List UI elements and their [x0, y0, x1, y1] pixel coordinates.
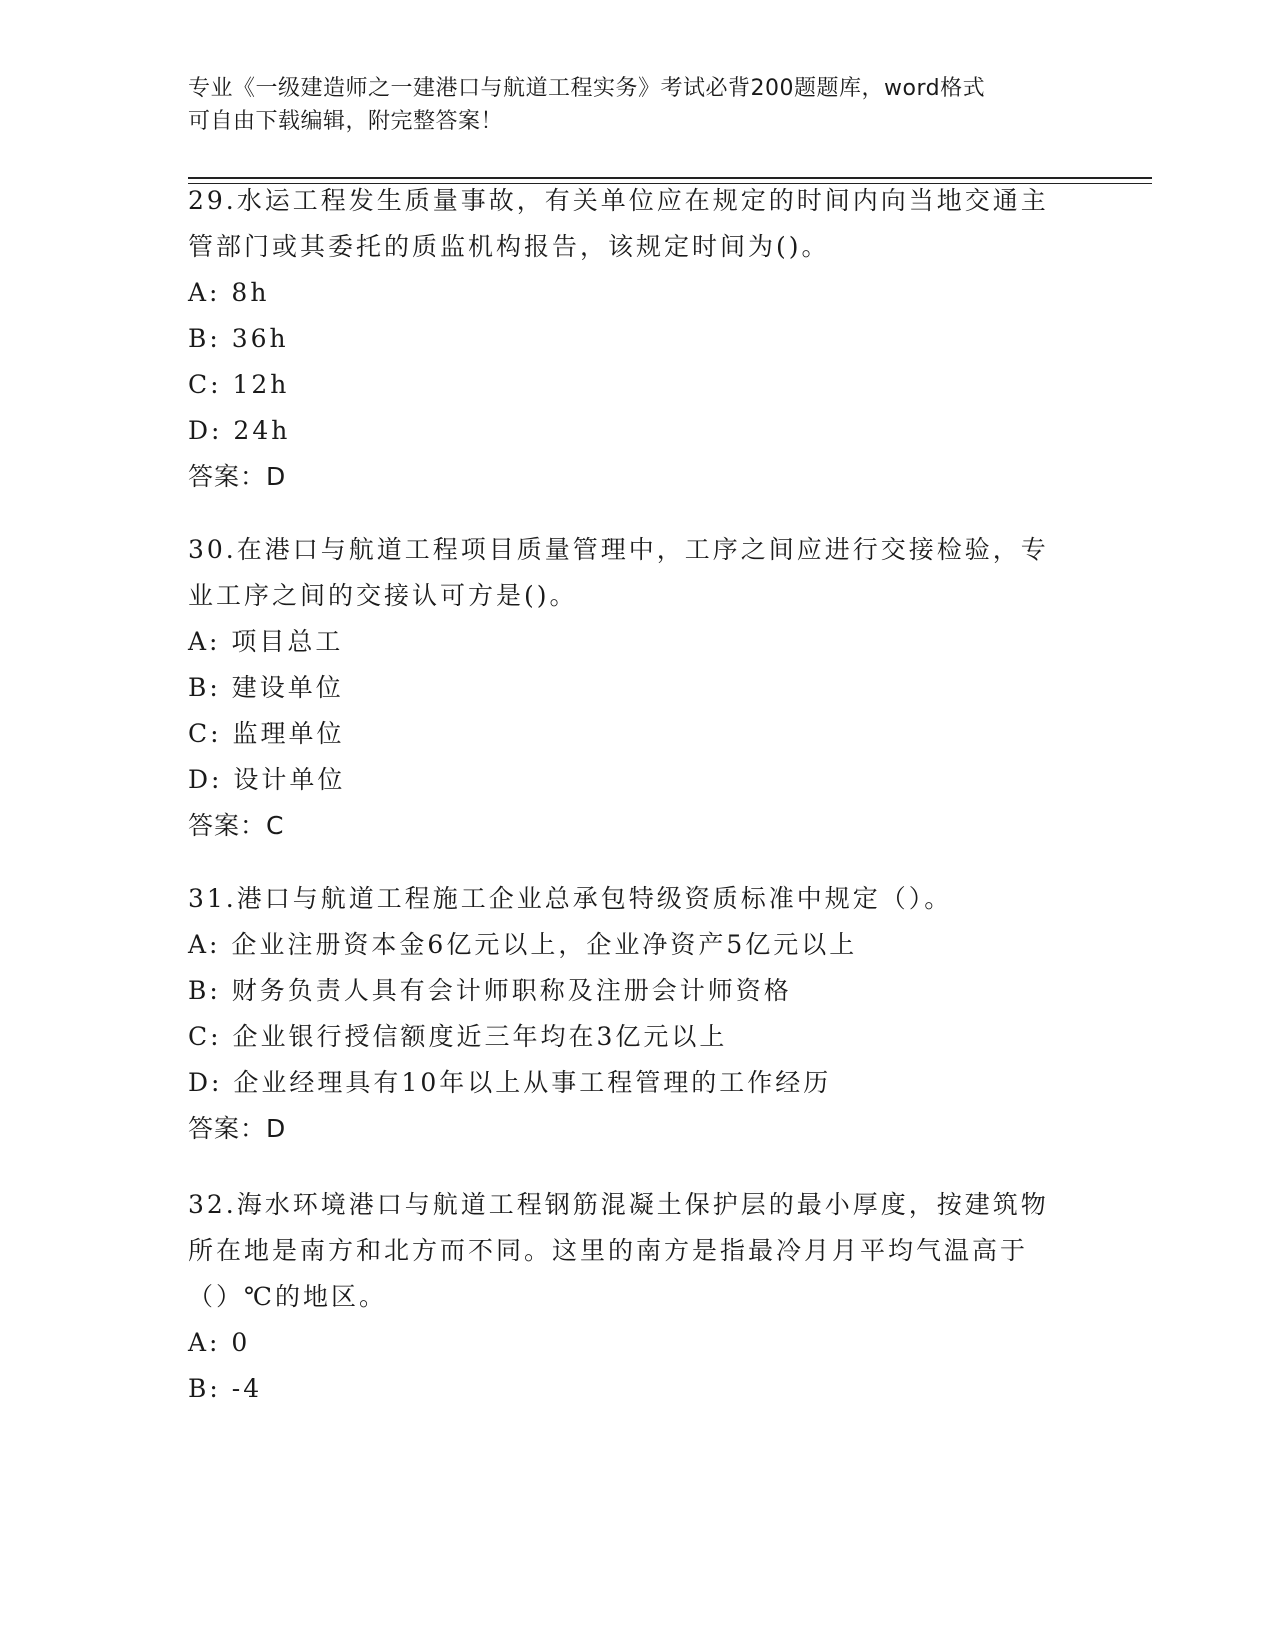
option-a: A: 0 — [188, 1328, 251, 1357]
question-stem — [188, 178, 1088, 270]
question-stem — [188, 876, 1088, 922]
question-32 — [188, 1182, 1088, 1412]
option-c: C: 监理单位 — [188, 719, 345, 748]
option-b: B: -4 — [188, 1374, 263, 1403]
answer: 答案：C — [188, 811, 285, 840]
stem-line: 32.海水环境港口与航道工程钢筋混凝土保护层的最小厚度，按建筑物 — [188, 1190, 1049, 1219]
option-d: D: 企业经理具有10年以上从事工程管理的工作经历 — [188, 1068, 832, 1097]
stem-line: 31.港口与航道工程施工企业总承包特级资质标准中规定（）。 — [188, 884, 953, 913]
question-stem — [188, 1182, 1088, 1320]
option-a: A: 项目总工 — [188, 627, 344, 656]
answer: 答案：D — [188, 462, 287, 491]
option-b: B: 36h — [188, 324, 289, 353]
question-31 — [188, 876, 1088, 1152]
question-stem — [188, 527, 1088, 619]
option-a: A: 企业注册资本金6亿元以上，企业净资产5亿元以上 — [188, 930, 858, 959]
option-b: B: 财务负责人具有会计师职称及注册会计师资格 — [188, 976, 792, 1005]
option-d: D: 设计单位 — [188, 765, 346, 794]
stem-line: 业工序之间的交接认可方是()。 — [188, 581, 578, 610]
header-line-2: 可自由下载编辑，附完整答案！ — [188, 109, 504, 134]
stem-line: （）℃的地区。 — [188, 1282, 387, 1311]
answer: 答案：D — [188, 1114, 287, 1143]
option-a: A: 8h — [188, 278, 270, 307]
question-30 — [188, 527, 1088, 849]
option-d: D: 24h — [188, 416, 291, 445]
stem-line: 30.在港口与航道工程项目质量管理中，工序之间应进行交接检验，专 — [188, 535, 1049, 564]
stem-line: 所在地是南方和北方而不同。这里的南方是指最冷月月平均气温高于 — [188, 1236, 1029, 1265]
stem-line: 29.水运工程发生质量事故，有关单位应在规定的时间内向当地交通主 — [188, 186, 1049, 215]
option-c: C: 12h — [188, 370, 290, 399]
header-line-1: 专业《一级建造师之一建港口与航道工程实务》考试必背200题题库，word格式 — [188, 76, 986, 101]
stem-line: 管部门或其委托的质监机构报告，该规定时间为()。 — [188, 232, 830, 261]
document-header — [188, 72, 1088, 138]
question-29 — [188, 178, 1088, 500]
option-c: C: 企业银行授信额度近三年均在3亿元以上 — [188, 1022, 728, 1051]
option-b: B: 建设单位 — [188, 673, 344, 702]
